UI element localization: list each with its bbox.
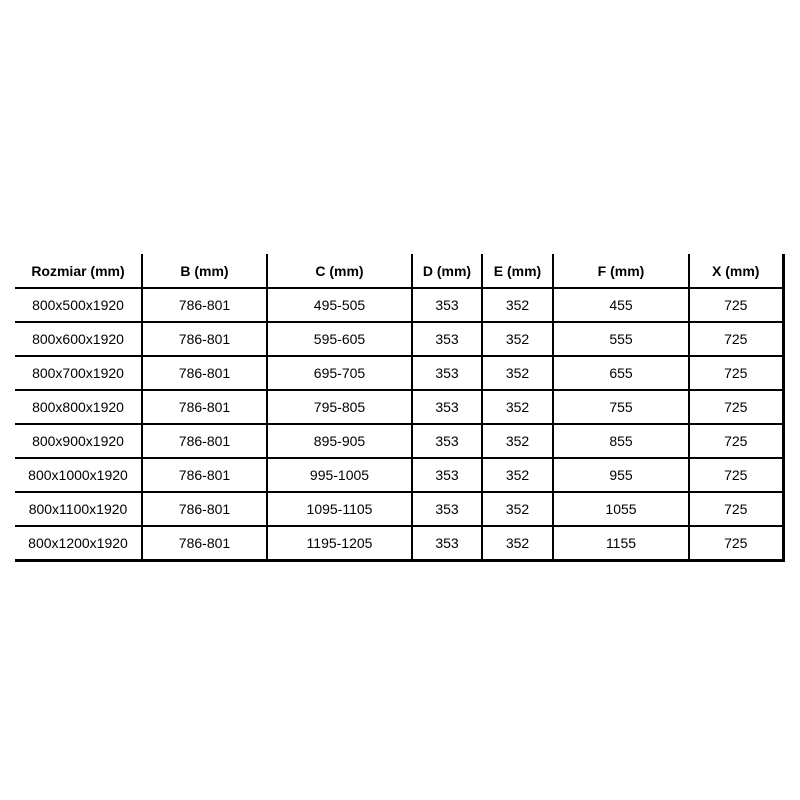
table-cell: 725 bbox=[689, 322, 783, 356]
table-cell: 1195-1205 bbox=[267, 526, 412, 561]
table-cell: 725 bbox=[689, 390, 783, 424]
table-cell: 1155 bbox=[553, 526, 689, 561]
table-cell: 800x800x1920 bbox=[15, 390, 142, 424]
table-cell: 795-805 bbox=[267, 390, 412, 424]
table-cell: 353 bbox=[412, 458, 482, 492]
table-row bbox=[15, 288, 783, 322]
table-cell: 495-505 bbox=[267, 288, 412, 322]
table-cell: 786-801 bbox=[142, 458, 267, 492]
table-cell: 725 bbox=[689, 424, 783, 458]
table-cell: 352 bbox=[482, 288, 553, 322]
table-cell: 955 bbox=[553, 458, 689, 492]
table-row bbox=[15, 526, 783, 561]
table-cell: 786-801 bbox=[142, 356, 267, 390]
table-cell: 995-1005 bbox=[267, 458, 412, 492]
table-cell: 352 bbox=[482, 356, 553, 390]
table-cell: 352 bbox=[482, 322, 553, 356]
table-row bbox=[15, 322, 783, 356]
table-cell: 353 bbox=[412, 288, 482, 322]
table-cell: 352 bbox=[482, 492, 553, 526]
table-cell: 800x900x1920 bbox=[15, 424, 142, 458]
table-cell: 595-605 bbox=[267, 322, 412, 356]
table-cell: 725 bbox=[689, 458, 783, 492]
column-header: X (mm) bbox=[689, 254, 783, 288]
table-cell: 352 bbox=[482, 390, 553, 424]
table-cell: 895-905 bbox=[267, 424, 412, 458]
table-body bbox=[15, 288, 783, 561]
table-row bbox=[15, 492, 783, 526]
table-row bbox=[15, 390, 783, 424]
column-header: B (mm) bbox=[142, 254, 267, 288]
column-header: E (mm) bbox=[482, 254, 553, 288]
table-cell: 353 bbox=[412, 526, 482, 561]
table-cell: 725 bbox=[689, 526, 783, 561]
table-cell: 800x600x1920 bbox=[15, 322, 142, 356]
table-cell: 353 bbox=[412, 356, 482, 390]
column-header: Rozmiar (mm) bbox=[15, 254, 142, 288]
column-header: F (mm) bbox=[553, 254, 689, 288]
table-cell: 800x500x1920 bbox=[15, 288, 142, 322]
column-header: C (mm) bbox=[267, 254, 412, 288]
table-cell: 352 bbox=[482, 526, 553, 561]
table-cell: 695-705 bbox=[267, 356, 412, 390]
table-cell: 655 bbox=[553, 356, 689, 390]
table-row bbox=[15, 424, 783, 458]
table-cell: 353 bbox=[412, 424, 482, 458]
table-cell: 800x1200x1920 bbox=[15, 526, 142, 561]
table-row bbox=[15, 356, 783, 390]
column-header: D (mm) bbox=[412, 254, 482, 288]
size-spec-table bbox=[15, 254, 785, 562]
table-cell: 353 bbox=[412, 390, 482, 424]
table-cell: 786-801 bbox=[142, 492, 267, 526]
table-cell: 786-801 bbox=[142, 390, 267, 424]
table-cell: 725 bbox=[689, 492, 783, 526]
table-cell: 352 bbox=[482, 458, 553, 492]
table-cell: 786-801 bbox=[142, 322, 267, 356]
header-row bbox=[15, 254, 783, 288]
table-cell: 800x1100x1920 bbox=[15, 492, 142, 526]
table-cell: 786-801 bbox=[142, 424, 267, 458]
table-cell: 855 bbox=[553, 424, 689, 458]
table-cell: 1055 bbox=[553, 492, 689, 526]
table-cell: 353 bbox=[412, 322, 482, 356]
table-cell: 725 bbox=[689, 288, 783, 322]
table-header bbox=[15, 254, 783, 288]
table-cell: 352 bbox=[482, 424, 553, 458]
table-cell: 725 bbox=[689, 356, 783, 390]
table-cell: 800x1000x1920 bbox=[15, 458, 142, 492]
table-cell: 353 bbox=[412, 492, 482, 526]
table-row bbox=[15, 458, 783, 492]
table-cell: 555 bbox=[553, 322, 689, 356]
table-cell: 1095-1105 bbox=[267, 492, 412, 526]
table-cell: 755 bbox=[553, 390, 689, 424]
table-cell: 786-801 bbox=[142, 526, 267, 561]
table-cell: 800x700x1920 bbox=[15, 356, 142, 390]
table-cell: 455 bbox=[553, 288, 689, 322]
table-cell: 786-801 bbox=[142, 288, 267, 322]
